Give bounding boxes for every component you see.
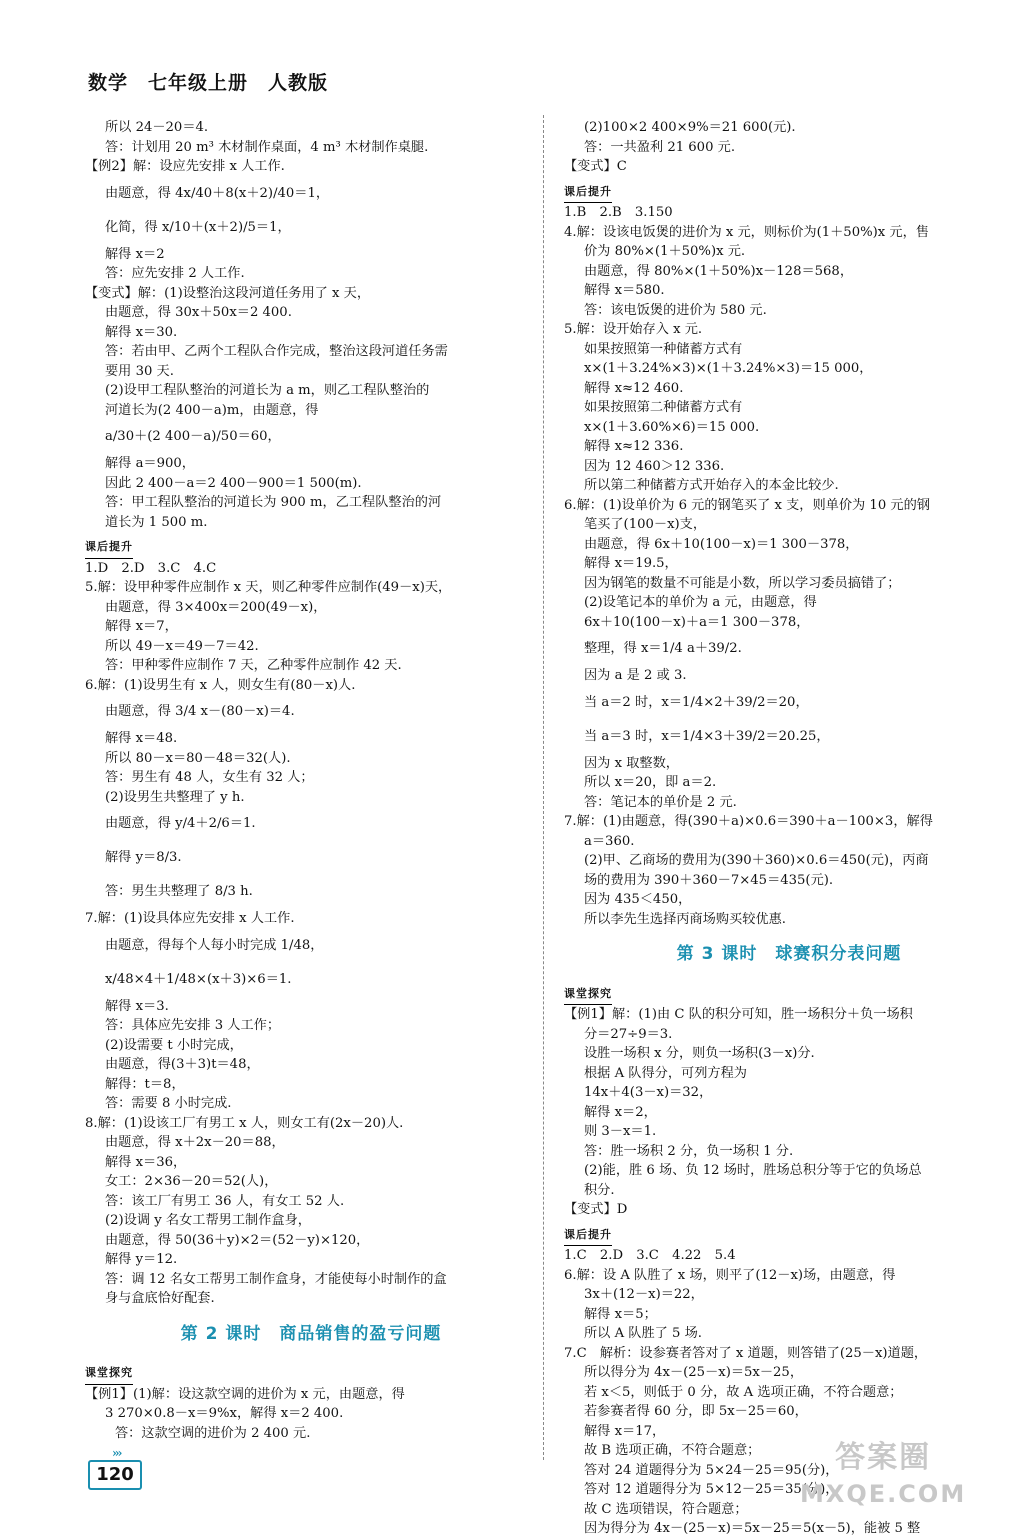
text-line: 答：应先安排 2 人工作.	[105, 266, 245, 281]
text-line: 所以 49－x＝49－7＝42.	[105, 638, 259, 654]
text-line: 答：甲种零件应制作 7 天，乙种零件应制作 42 天.	[105, 658, 402, 673]
text-line: 答对 12 道题得分为 5×12－25＝35(分)，	[584, 1482, 839, 1497]
text-line: 4.解：设该电饭煲的进价为 x 元，则标价为(1＋50%)x 元，售	[564, 224, 929, 240]
right-column	[564, 118, 1014, 1539]
text-line: (2)设笔记本的单价为 a 元，由题意，得	[584, 595, 817, 610]
text-line: 答：具体应先安排 3 人工作；	[105, 1018, 281, 1033]
text-line: 整理，得 x＝1/4 a＋39/2.	[584, 641, 742, 656]
text-line: (2)设甲工程队整治的河道长为 a m，则乙工程队整治的	[105, 383, 430, 398]
text-line: 8.解：(1)设该工厂有男工 x 人，则女工有(2x－20)人.	[85, 1115, 404, 1131]
lesson-title: 第 2 课时 商品销售的盈亏问题	[180, 1323, 442, 1344]
text-line: 由题意，得 4x/40＋8(x＋2)/40＝1，	[105, 185, 330, 201]
text-line: 解得：t＝8，	[105, 1076, 185, 1092]
text-line: 所以 24－20＝4.	[105, 120, 209, 135]
text-line: 5.解：设甲种零件应制作 x 天，则乙种零件应制作(49－x)天，	[85, 580, 452, 595]
text-line: 因此 2 400－a＝2 400－900＝1 500(m).	[105, 475, 362, 491]
text-line: 答：男生有 48 人，女生有 32 人；	[105, 770, 314, 785]
text-line: (2)能，胜 6 场、负 12 场时，胜场总积分等于它的负场总	[584, 1163, 922, 1178]
text-line: 解得 x＝2，	[584, 1104, 657, 1120]
text-line: 答：调 12 名女工帮男工制作盒身，才能使每小时制作的盒	[105, 1271, 447, 1287]
text-line: a＝360.	[584, 833, 635, 849]
text-line: 若参赛者得 60 分，即 5x－25＝60，	[584, 1404, 808, 1419]
text-line: 7.解：(1)由题意，得(390＋a)×0.6＝390＋a－100×3，解得	[564, 814, 933, 829]
text-line: 答：计划用 20 m³ 木材制作桌面，4 m³ 木材制作桌腿.	[105, 139, 429, 155]
page-header: 数学 七年级上册 人教版	[88, 72, 329, 94]
text-line: 7.C 解析：设参赛者答对了 x 道题，则答错了(25－x)道题，	[564, 1345, 928, 1361]
text-line: 由题意，得(3＋3)t＝48，	[105, 1057, 260, 1072]
text-line: 6.解：设 A 队胜了 x 场，则平了(12－x)场，由题意，得	[564, 1267, 896, 1283]
text-line: 3x＋(12－x)＝22，	[584, 1287, 704, 1302]
text-line: 1.B 2.B 3.150	[564, 205, 673, 220]
text-line: 化简，得 x/10＋(x＋2)/5＝1，	[105, 219, 291, 235]
text-line: 【变式】解：(1)设整治这段河道任务用了 x 天，	[85, 285, 371, 301]
text-line: 7.解：(1)设具体应先安排 x 人工作.	[85, 911, 295, 926]
watermark-url: MXQE.COM	[800, 1480, 967, 1508]
text-line: 答：若由甲、乙两个工程队合作完成，整治这段河道任务需	[105, 344, 448, 359]
text-line: 答：该工厂有男工 36 人，有女工 52 人.	[105, 1193, 345, 1209]
text-line: 答：胜一场积 2 分，负一场积 1 分.	[584, 1143, 794, 1159]
text-line: 答：这款空调的进价为 2 400 元.	[115, 1425, 311, 1441]
text-line: 由题意，得每个人每小时完成 1/48，	[105, 937, 324, 953]
text-line: 答：男生共整理了 8/3 h.	[105, 884, 253, 899]
text-line: 由题意，得 6x＋10(100－x)＝1 300－378，	[584, 536, 859, 552]
section-label: 课后提升	[564, 1225, 612, 1247]
text-line: 3 270×0.8－x＝9%x，解得 x＝2 400.	[105, 1406, 344, 1421]
text-line: 由题意，得 50(36＋y)×2＝(52－y)×120，	[105, 1232, 370, 1248]
text-line: 14x＋4(3－x)＝32，	[584, 1085, 713, 1100]
text-line: 答：笔记本的单价是 2 元.	[584, 794, 737, 810]
text-line: 解得 x≈12 336.	[584, 439, 684, 454]
page-arrow-icon: ›››	[112, 1446, 121, 1460]
text-line: 故 B 选项正确，不符合题意；	[584, 1443, 761, 1458]
text-line: 1.C 2.D 3.C 4.22 5.4	[564, 1248, 736, 1263]
text-line: 场的费用为 390＋360－7×45＝435(元).	[584, 872, 834, 888]
text-line: 道长为 1 500 m.	[105, 514, 208, 530]
text-line: x/48×4＋1/48×(x＋3)×6＝1.	[105, 971, 292, 987]
text-line: 设胜一场积 x 分，则负一场积(3－x)分.	[584, 1046, 815, 1061]
text-line: 由题意，得 x＋2x－20＝88，	[105, 1135, 285, 1150]
text-line: 故 C 选项错误，符合题意；	[584, 1501, 748, 1517]
text-line: 所以 x＝20，即 a＝2.	[584, 775, 717, 790]
text-line: 【例1】解：(1)由 C 队的积分可知，胜一场积分＋负一场积	[564, 1007, 913, 1022]
text-line: 所以李先生选择丙商场购买较优惠.	[584, 911, 787, 927]
text-line: 由题意，得 3/4 x－(80－x)＝4.	[105, 704, 295, 719]
text-line: 笔买了(100－x)支，	[584, 517, 707, 532]
text-line: 【例1】(1)解：设这款空调的进价为 x 元，由题意，得	[85, 1386, 405, 1402]
text-line: 因为钢笔的数量不可能是小数，所以学习委员搞错了；	[584, 575, 901, 591]
page-number: 120	[88, 1460, 142, 1490]
section-label: 课堂探究	[564, 984, 612, 1006]
text-line: x×(1＋3.60%×6)＝15 000.	[584, 419, 760, 435]
text-line: 所以 A 队胜了 5 场.	[584, 1326, 702, 1341]
text-line: 解得 x＝17，	[584, 1423, 666, 1439]
text-line: 解得 x＝19.5，	[584, 556, 678, 571]
text-line: 分＝27÷9＝3.	[584, 1026, 673, 1042]
text-line: 答对 24 道题得分为 5×24－25＝95(分)，	[584, 1462, 839, 1478]
text-line: 女工：2×36－20＝52(人)，	[105, 1174, 278, 1189]
text-line: 身与盒底恰好配套.	[105, 1291, 215, 1306]
text-line: 当 a＝2 时，x＝1/4×2＋39/2＝20，	[584, 694, 809, 710]
text-line: 如果按照第一种储蓄方式有	[584, 341, 743, 357]
text-line: 若 x＜5，则低于 0 分，故 A 选项正确，不符合题意；	[584, 1384, 903, 1400]
text-line: 解得 x＝580.	[584, 283, 665, 298]
text-line: 因为得分为 4x－(25－x)＝5x－25＝5(x－5)，能被 5 整	[584, 1521, 921, 1536]
text-line: 答：甲工程队整治的河道长为 900 m，乙工程队整治的河	[105, 495, 442, 510]
left-column	[85, 118, 537, 1443]
text-line: 解得 x＝48.	[105, 731, 178, 746]
text-line: 由题意，得 y/4＋2/6＝1.	[105, 816, 256, 831]
section-label: 课堂探究	[85, 1363, 133, 1385]
text-line: 价为 80%×(1＋50%)x 元.	[584, 244, 746, 259]
text-line: 解得 y＝8/3.	[105, 850, 182, 865]
text-line: 所以第二种储蓄方式开始存入的本金比较少.	[584, 478, 839, 493]
watermark-logo-text: 答案圈	[835, 1440, 932, 1475]
text-line: 由题意，得 30x＋50x＝2 400.	[105, 305, 292, 320]
text-line: 5.解：设开始存入 x 元.	[564, 322, 703, 337]
text-line: 答：需要 8 小时完成.	[105, 1096, 232, 1111]
text-line: 解得 x＝3.	[105, 998, 169, 1014]
text-line: 【例2】解：设应先安排 x 人工作.	[85, 159, 285, 174]
text-line: 因为 435＜450，	[584, 892, 692, 907]
text-line: 解得 x＝30.	[105, 324, 178, 340]
text-line: 根据 A 队得分，可列方程为	[584, 1065, 747, 1081]
watermark	[800, 1440, 966, 1512]
text-line: 由题意，得 3×400x＝200(49－x)，	[105, 599, 327, 615]
text-line: 【变式】C	[564, 159, 627, 174]
text-line: 要用 30 天.	[105, 363, 174, 379]
text-line: 解得 x＝2	[105, 246, 165, 262]
lesson-title: 第 3 课时 球赛积分表问题	[676, 944, 902, 964]
text-line: 河道长为(2 400－a)m，由题意，得	[105, 402, 319, 418]
text-line: 因为 12 460＞12 336.	[584, 458, 725, 474]
text-line: (2)设调 y 名女工帮男工制作盒身，	[105, 1213, 311, 1228]
text-line: 则 3－x＝1.	[584, 1124, 657, 1139]
text-line: 6x＋10(100－x)＋a＝1 300－378，	[584, 614, 810, 630]
text-line: 解得 y＝12.	[105, 1252, 178, 1267]
text-line: 答：一共盈利 21 600 元.	[584, 139, 736, 155]
text-line: x×(1＋3.24%×3)×(1＋3.24%×3)＝15 000，	[584, 361, 873, 376]
text-line: 解得 x＝36，	[105, 1154, 187, 1170]
text-line: (2)设需要 t 小时完成，	[105, 1037, 243, 1053]
text-line: 积分.	[584, 1182, 615, 1198]
text-line: 因为 x 取整数，	[584, 755, 679, 771]
column-divider	[543, 115, 544, 1460]
text-line: 6.解：(1)设单价为 6 元的钢笔买了 x 支，则单价为 10 元的钢	[564, 497, 930, 513]
text-line: 所以 80－x＝80－48＝32(人).	[105, 750, 291, 766]
text-line: 解得 x≈12 460.	[584, 380, 684, 396]
text-line: 所以得分为 4x－(25－x)＝5x－25，	[584, 1365, 804, 1380]
text-line: 6.解：(1)设男生有 x 人，则女生有(80－x)人.	[85, 677, 356, 693]
text-line: 当 a＝3 时，x＝1/4×3＋39/2＝20.25，	[584, 728, 830, 744]
text-line: 解得 x＝7，	[105, 619, 178, 634]
text-line: a/30＋(2 400－a)/50＝60，	[105, 429, 281, 444]
text-line: 如果按照第二种储蓄方式有	[584, 400, 743, 415]
text-line: 解得 a＝900，	[105, 456, 195, 471]
text-line: 由题意，得 80%×(1＋50%)x－128＝568，	[584, 263, 854, 279]
text-line: 【变式】D	[564, 1202, 628, 1217]
section-label: 课后提升	[85, 537, 133, 559]
text-line: 答：该电饭煲的进价为 580 元.	[584, 302, 767, 318]
text-line: (2)100×2 400×9%＝21 600(元).	[584, 120, 796, 135]
text-line: 解得 x＝5；	[584, 1306, 657, 1322]
text-line: 因为 a 是 2 或 3.	[584, 668, 687, 683]
text-line: (2)设男生共整理了 y h.	[105, 789, 245, 805]
text-line: 1.D 2.D 3.C 4.C	[85, 560, 217, 576]
section-label: 课后提升	[564, 182, 612, 204]
text-line: (2)甲、乙商场的费用为(390＋360)×0.6＝450(元)，丙商	[584, 853, 929, 868]
